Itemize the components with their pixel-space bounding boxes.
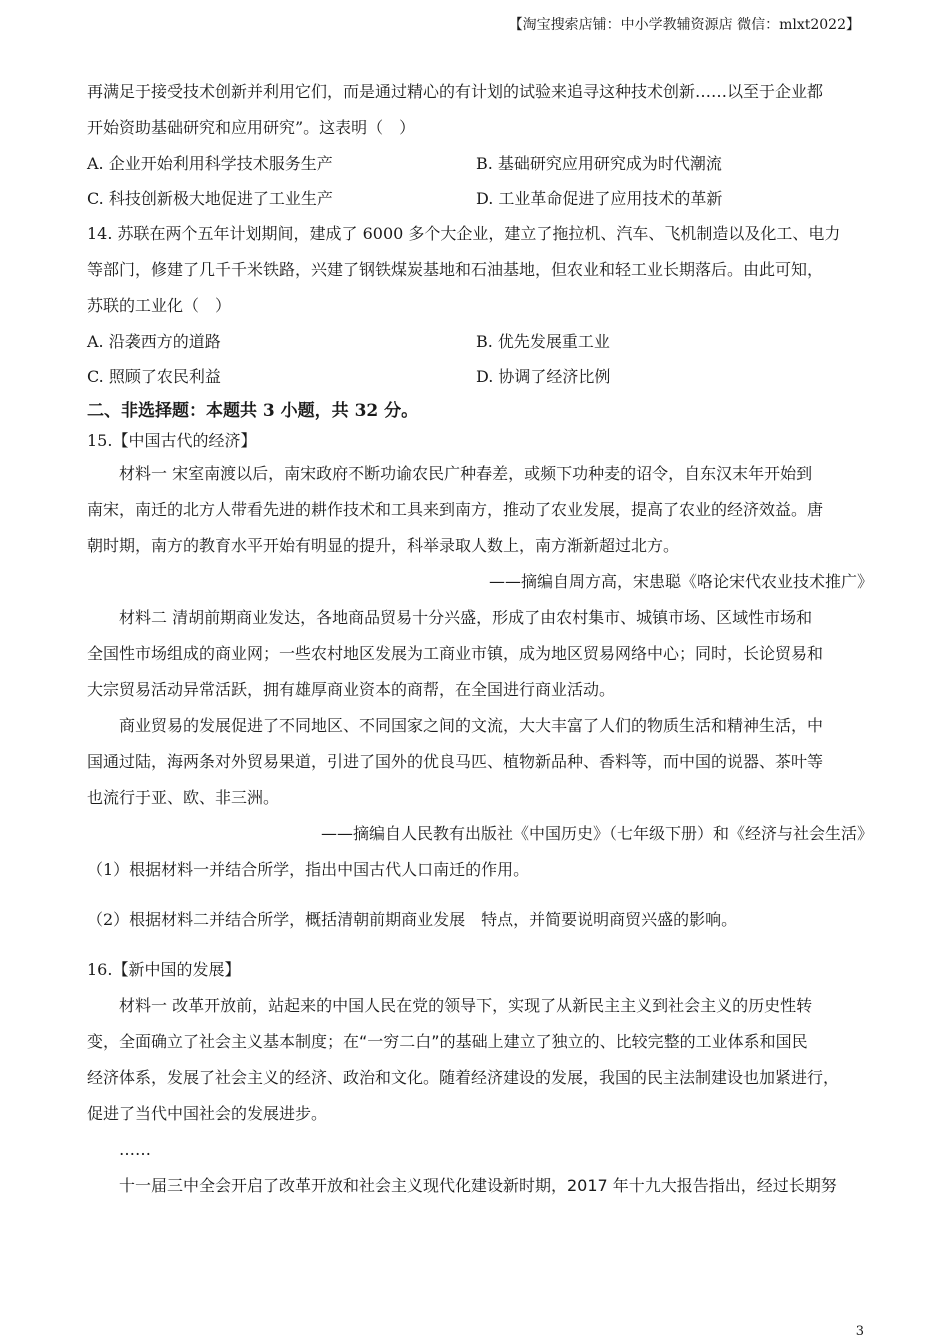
q16-ellipsis: ……	[119, 1140, 151, 1159]
q15-material1-line-3: 朝时期，南方的教育水平开始有明显的提升，科举录取人数上，南方渐新超过北方。	[87, 536, 680, 555]
q13-line-2: 开始资助基础研究和应用研究”。这表明（ ）	[87, 118, 416, 137]
q13-option-a: A. 企业开始利用科学技术服务生产	[87, 154, 333, 173]
q14-options-row-2	[87, 359, 873, 394]
q14-option-d: D. 协调了经济比例	[476, 367, 611, 386]
q15-subquestion-2: （2）根据材料二并结合所学，概括清朝前期商业发展 特点，并简要说明商贸兴盛的影响。	[87, 910, 738, 929]
q15-material1-source: ——摘编自周方高，宋患聪《咯论宋代农业技术推广》	[488, 572, 873, 591]
q15-material2-line-3: 大宗贸易活动异常活跃，拥有雄厚商业资本的商帮，在全国进行商业活动。	[87, 680, 616, 699]
section-title: 二、非选择题：本题共 3 小题，共 32 分。	[87, 401, 419, 421]
q16-material1-line-2: 变，全面确立了社会主义基本制度；在“一穷二白”的基础上建立了独立的、比较完整的工业体系和国民	[87, 1032, 808, 1051]
q16-material1-line-3: 经济体系，发展了社会主义的经济、政治和文化。随着经济建设的发展，我国的民主法制建设也加紧进行，	[87, 1068, 840, 1087]
q14-option-c: C. 照顾了农民利益	[87, 367, 221, 386]
q15-material2-line-1: 材料二 清胡前期商业发达，各地商品贸易十分兴盛，形成了由农村集市、城镇市场、区域性市场和	[119, 608, 813, 627]
q16-material1-line-4: 促进了当代中国社会的发展进步。	[87, 1104, 328, 1123]
q13-line-1: 再满足于接受技术创新并利用它们，而是通过精心的有计划的试验来追寻这种技术创新……以至于企业都	[87, 82, 824, 101]
q15-subquestion-1: （1）根据材料一并结合所学，指出中国古代人口南迁的作用。	[87, 860, 530, 879]
q13-option-d: D. 工业革命促进了应用技术的革新	[476, 189, 723, 208]
q14-option-b: B. 优先发展重工业	[476, 332, 610, 351]
page-header: 【淘宝搜索店铺：中小学教辅资源店 微信：mlxt2022】	[508, 17, 860, 33]
document-body	[87, 74, 873, 1204]
q16-last-line: 十一届三中全会开启了改革开放和社会主义现代化建设新时期，2017 年十九大报告指出，经过长期努	[119, 1176, 837, 1195]
q15-material2b-line-3: 也流行于亚、欧、非三洲。	[87, 788, 280, 807]
q13-options-row-2	[87, 181, 873, 216]
q13-options-row-1	[87, 146, 873, 181]
q15-material1-line-2: 南宋，南迁的北方人带看先进的耕作技术和工具来到南方，推动了农业发展，提高了农业的经济效益。唐	[87, 500, 824, 519]
q15-material1-line-1: 材料一 宋室南渡以后，南宋政府不断功谕农民广种春差，或频下功种麦的诏令，自东汉末年开始到	[119, 464, 813, 483]
page-number: 3	[855, 1324, 864, 1339]
q15-title: 15.【中国古代的经济】	[87, 431, 257, 450]
q16-material1-line-1: 材料一 改革开放前，站起来的中国人民在党的领导下，实现了从新民主主义到社会主义的历史性转	[119, 996, 813, 1015]
q15-material2b-line-1: 商业贸易的发展促进了不同地区、不同国家之间的文流，大大丰富了人们的物质生活和精神生活，中	[119, 716, 824, 735]
q13-option-b: B. 基础研究应用研究成为时代潮流	[476, 154, 722, 173]
q15-material2b-line-2: 国通过陆，海两条对外贸易果道，引进了国外的优良马匹、植物新品种、香料等，而中国的说器、茶叶等	[87, 752, 824, 771]
q14-line-3: 苏联的工业化（ ）	[87, 296, 232, 315]
q14-option-a: A. 沿袭西方的道路	[87, 332, 221, 351]
q14-options-row-1	[87, 324, 873, 359]
q15-material2-line-2: 全国性市场组成的商业网；一些农村地区发展为工商业市镇，成为地区贸易网络中心；同时，长论贸易和	[87, 644, 824, 663]
q13-option-c: C. 科技创新极大地促进了工业生产	[87, 189, 333, 208]
q16-title: 16.【新中国的发展】	[87, 960, 241, 979]
q14-line-1: 14. 苏联在两个五年计划期间，建成了 6000 多个大企业，建立了拖拉机、汽车、飞机制造以及化工、电力	[87, 224, 841, 243]
q14-line-2: 等部门，修建了几千千米铁路，兴建了钢铁煤炭基地和石油基地，但农业和轻工业长期落后。由此可知，	[87, 260, 824, 279]
q15-material2-source: ——摘编自人民教有出版社《中国历史》（七年级下册）和《经济与社会生活》	[320, 824, 873, 843]
